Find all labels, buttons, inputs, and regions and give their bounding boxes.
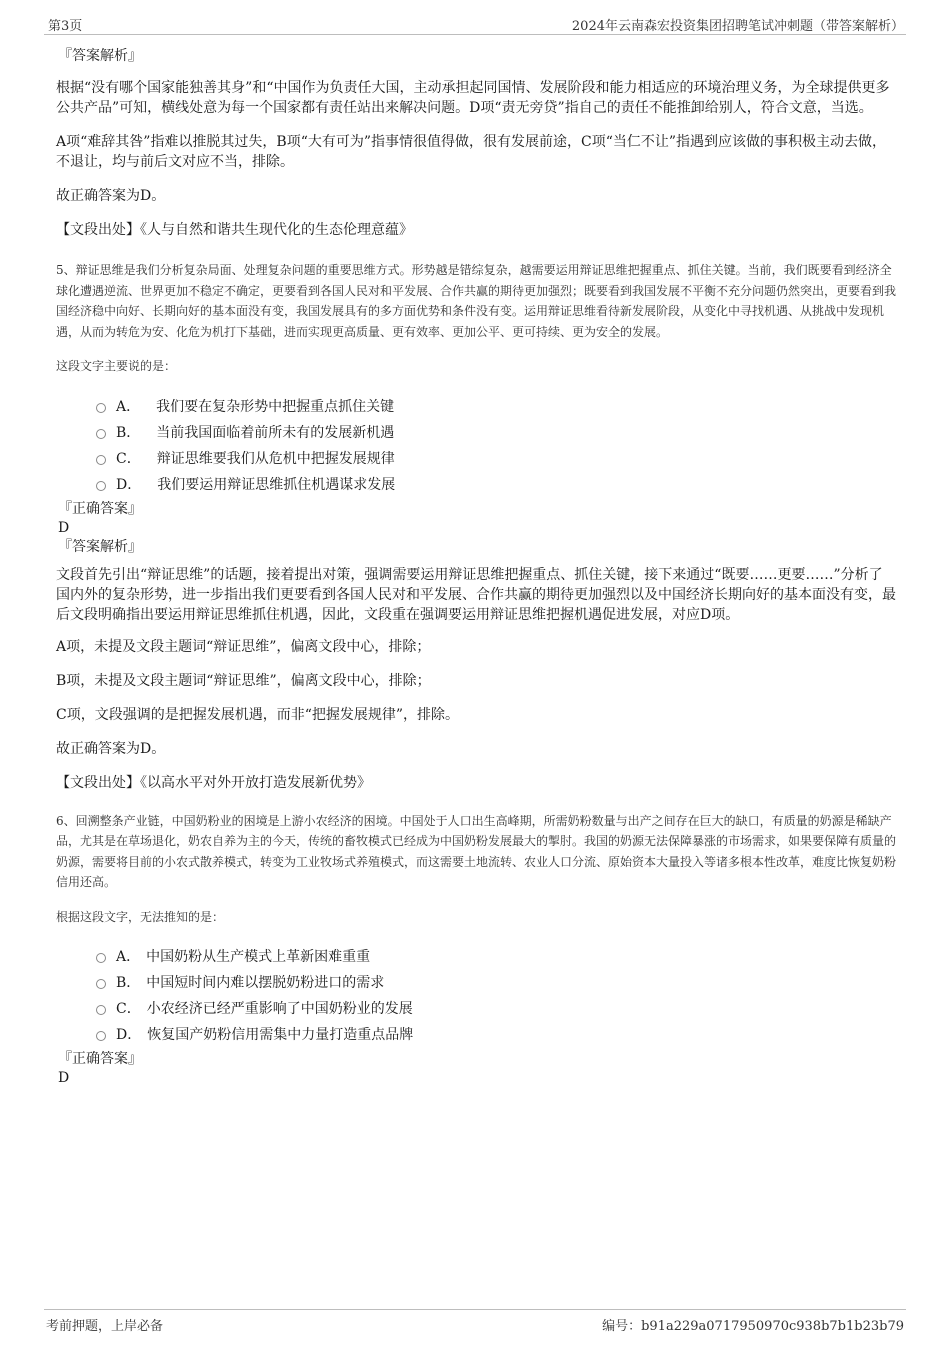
document-code: 编号：b91a229a0717950970c938b7b1b23b79 [602, 1319, 904, 1334]
analysis-heading: 『答案解析』 [58, 538, 142, 555]
page-footer [44, 1309, 906, 1332]
option-a[interactable]: A． 我们要在复杂形势中把握重点抓住关键 [96, 393, 896, 419]
radio-button-icon[interactable] [96, 953, 106, 963]
analysis-heading: 『答案解析』 [58, 48, 142, 64]
analysis-paragraph: A项“难辞其咎”指难以推脱其过失，B项“大有可为”指事情很值得做，很有发展前途，C项“当仁不让”指遇到应该做的事积极主动去做，不退让，均与前后文对应不当，排除。 [56, 134, 887, 170]
question-6-text: 6、回溯整条产业链，中国奶粉业的困境是上游小农经济的困境。中国处于人口出生高峰期，所需奶粉数量与出产之间存在巨大的缺口，有质量的奶源是稀缺产品，尤其是在草场退化，奶农自养为主的今天，传统的畜牧模式已经成为中国奶粉发展最大的掣肘。我国的奶源无法保障暴涨的市场需求，如果要保障有质量的奶源，需要将目前的小农式散养模式，转变为工业牧场式养殖模式，而这需要土地流转、农业人口分流、原始资本大量投入等诸多根本性改革，难度比恢复奶粉信用还高。 [56, 813, 897, 889]
analysis-paragraph: 根据“没有哪个国家能独善其身”和“中国作为负责任大国，主动承担起同国情、发展阶段和能力相适应的环境治理义务，为全球提供更多公共产品”可知，横线处意为每一个国家都有责任站出来解决问题。D项“责无旁贷”指自己的责任不能推卸给别人，符合文意，当选。 [56, 80, 890, 116]
analysis-paragraph: B项，未提及文段主题词“辩证思维”，偏离文段中心，排除； [56, 672, 431, 689]
option-text: 我们要在复杂形势中把握重点抓住关键 [156, 398, 395, 415]
option-text: 当前我国面临着前所未有的发展新机遇 [156, 424, 395, 441]
document-title: 2024年云南森宏投资集团招聘笔试冲刺题（带答案解析） [571, 19, 904, 34]
radio-button-icon[interactable] [96, 403, 106, 413]
correct-answer-heading: 『正确答案』 [58, 1051, 142, 1067]
radio-button-icon[interactable] [96, 979, 106, 989]
page-number: 第3页 [48, 19, 83, 34]
radio-button-icon[interactable] [96, 429, 106, 439]
source-citation: 【文段出处】《人与自然和谐共生现代化的生态伦理意蕴》 [56, 222, 413, 238]
question-5-options [56, 393, 896, 497]
option-d[interactable]: D． 恢复国产奶粉信用需集中力量打造重点品牌 [96, 1021, 896, 1047]
option-b[interactable]: B． 当前我国面临着前所未有的发展新机遇 [96, 419, 896, 445]
option-a[interactable]: A． 中国奶粉从生产模式上革新困难重重 [96, 943, 896, 969]
page-header [44, 12, 906, 35]
question-5-prompt: 这段文字主要说的是： [56, 359, 177, 373]
analysis-conclusion: 故正确答案为D。 [56, 740, 166, 757]
question-6-prompt: 根据这段文字，无法推知的是： [56, 909, 225, 924]
correct-answer: D [58, 1070, 70, 1086]
radio-button-icon[interactable] [96, 455, 106, 465]
option-text: 辩证思维要我们从危机中把握发展规律 [156, 450, 395, 467]
option-text: 我们要运用辩证思维抓住机遇谋求发展 [157, 476, 396, 493]
analysis-paragraph: C项，文段强调的是把握发展机遇，而非“把握发展规律”，排除。 [56, 706, 460, 723]
radio-button-icon[interactable] [96, 481, 106, 491]
radio-button-icon[interactable] [96, 1031, 106, 1041]
option-c[interactable]: C． 辩证思维要我们从危机中把握发展规律 [96, 445, 896, 471]
option-b[interactable]: B． 中国短时间内难以摆脱奶粉进口的需求 [96, 969, 896, 995]
question-6-options [56, 943, 896, 1047]
option-c[interactable]: C． 小农经济已经严重影响了中国奶粉业的发展 [96, 995, 896, 1021]
option-text: 中国短时间内难以摆脱奶粉进口的需求 [146, 975, 385, 991]
option-d[interactable]: D． 我们要运用辩证思维抓住机遇谋求发展 [96, 471, 896, 497]
correct-answer-heading: 『正确答案』 [58, 500, 142, 517]
analysis-paragraph: 文段首先引出“辩证思维”的话题，接着提出对策，强调需要运用辩证思维把握重点、抓住关键，接下来通过“既要……更要……”分析了国内外的复杂形势，进一步指出我们更要看到各国人民对和平发展、合作共赢的期待更加强烈以及中国经济长期向好的基本面没有变，最后文段明确指出要运用辩证思维抓住机遇，因此，文段重在强调要运用辩证思维把握机遇促进发展，对应D项。 [56, 566, 896, 623]
correct-answer: D [58, 519, 70, 536]
analysis-conclusion: 故正确答案为D。 [56, 188, 166, 204]
page-content [56, 46, 896, 1087]
source-citation: 【文段出处】《以高水平对外开放打造发展新优势》 [56, 774, 371, 791]
footer-slogan: 考前押题，上岸必备 [46, 1319, 164, 1334]
option-text: 恢复国产奶粉信用需集中力量打造重点品牌 [147, 1027, 414, 1043]
analysis-paragraph: A项，未提及文段主题词“辩证思维”，偏离文段中心，排除； [56, 638, 431, 655]
option-text: 中国奶粉从生产模式上革新困难重重 [146, 949, 371, 965]
option-text: 小农经济已经严重影响了中国奶粉业的发展 [146, 1001, 413, 1017]
question-5-text: 5、辩证思维是我们分析复杂局面、处理复杂问题的重要思维方式。形势越是错综复杂，越需要运用辩证思维把握重点、抓住关键。当前，我们既要看到经济全球化遭遇逆流、世界更加不稳定不确定，更要看到各国人民对和平发展、合作共赢的期待更加强烈；既要看到我国发展不平衡不充分问题仍然突出，更要看到我国经济稳中向好、长期向好的基本面没有变，我国发展具有的多方面优势和条件没有变。运用辩证思维看待新发展阶段，从变化中寻找机遇、从挑战中发现机遇，从而为转危为安、化危为机打下基础，进而实现更高质量、更有效率、更加公平、更可持续、更为安全的发展。 [56, 263, 897, 339]
radio-button-icon[interactable] [96, 1005, 106, 1015]
